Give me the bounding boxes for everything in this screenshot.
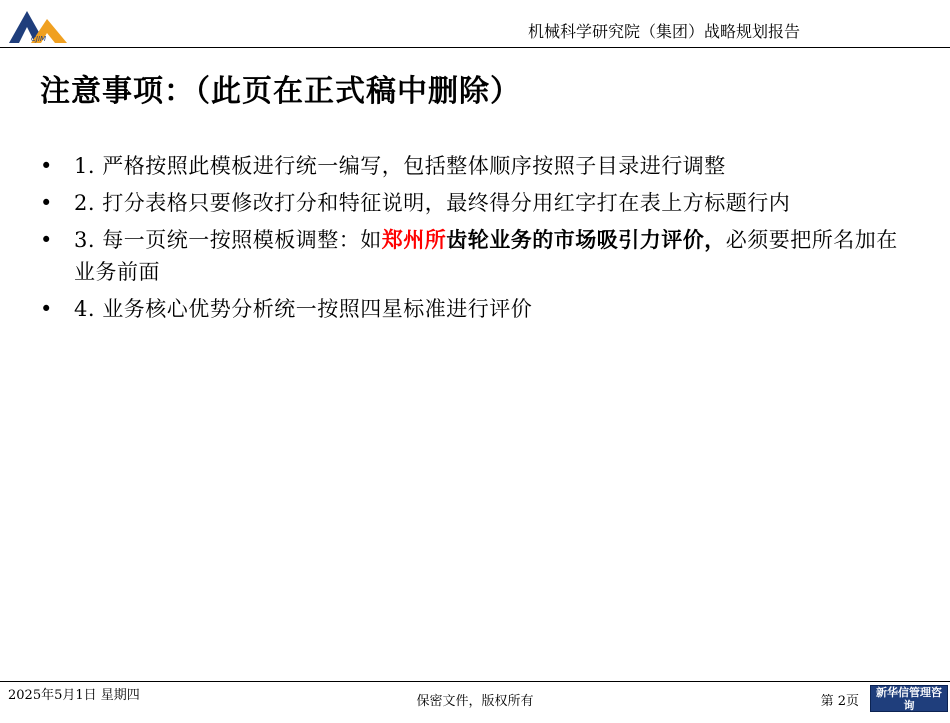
list-item-text: 4. 业务核心优势分析统一按照四星标准进行评价	[74, 297, 533, 321]
list-item-text: 1. 严格按照此模板进行统一编写，包括整体顺序按照子目录进行调整	[74, 154, 726, 178]
list-item	[36, 150, 916, 182]
business-name-highlight: 齿轮业务的市场吸引力评价，	[446, 228, 726, 252]
bullet-icon: •	[40, 297, 53, 321]
svg-text:CJIM: CJIM	[31, 35, 47, 43]
bullet-icon: •	[40, 228, 53, 252]
sinotrust-logo-cn: 新华信管理咨询	[876, 686, 942, 712]
cjim-logo	[7, 5, 71, 45]
confidential-notice: 保密文件，版权所有	[416, 694, 534, 709]
list-item-text: 2. 打分表格只要修改打分和特征说明，最终得分用红字打在表上方标题行内	[74, 191, 791, 215]
list-item-text: 3. 每一页统一按照模板调整：如	[74, 228, 382, 252]
header-divider	[0, 47, 950, 48]
list-item-text: 必须要把所名加在业务前面	[74, 228, 898, 284]
list-item	[36, 293, 916, 325]
footer-divider	[0, 681, 950, 682]
institute-name-highlight: 郑州所	[381, 228, 447, 252]
footer-date: 2025年5月1日 星期四	[8, 688, 140, 703]
bullet-icon: •	[40, 154, 53, 178]
bullet-icon: •	[40, 191, 53, 215]
list-item	[36, 224, 916, 288]
cjim-logo-icon	[7, 5, 71, 45]
report-header-title: 机械科学研究院（集团）战略规划报告	[527, 22, 800, 41]
sinotrust-logo	[870, 685, 948, 722]
sinotrust-logo-en: SINOTRUST	[873, 712, 945, 722]
page-number: 第 2页	[820, 694, 859, 709]
page-title: 注意事项：（此页在正式稿中删除）	[40, 74, 521, 109]
notes-list	[36, 150, 916, 330]
list-item	[36, 187, 916, 219]
